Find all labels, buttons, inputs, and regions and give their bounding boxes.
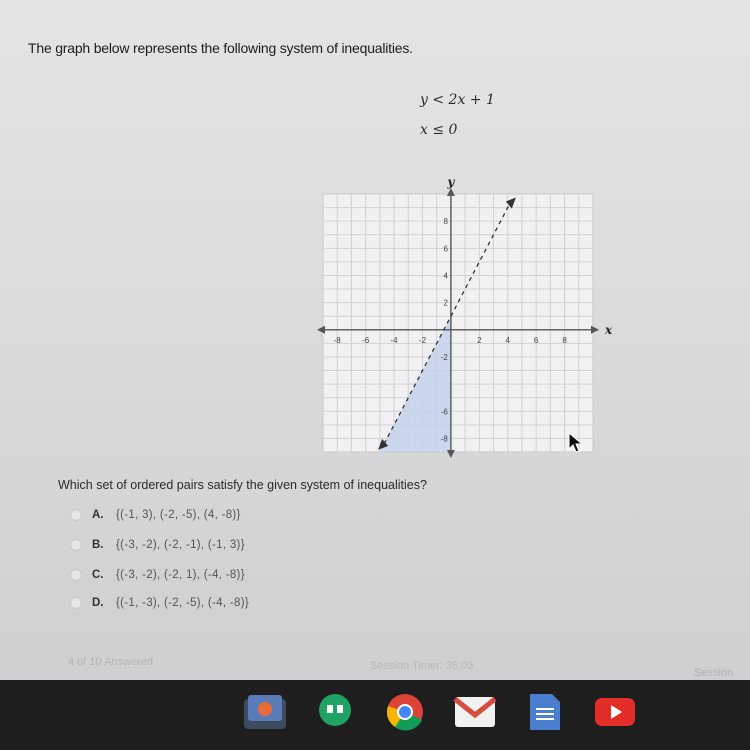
y-tick-label: 6 — [443, 244, 448, 254]
chrome-icon[interactable] — [380, 692, 430, 732]
choice-letter: B. — [92, 539, 104, 551]
gmail-icon[interactable] — [450, 692, 500, 732]
y-tick-label: -2 — [440, 352, 448, 362]
x-tick-label: 6 — [533, 335, 539, 345]
y-axis-label: y — [447, 175, 455, 189]
answered-progress: 4 of 10 Answered — [68, 656, 154, 668]
question-title: The graph below represents the following system of inequalities. — [28, 40, 413, 56]
y-tick-label: -6 — [440, 407, 448, 417]
x-tick-label: -6 — [362, 335, 370, 345]
x-tick-label: -8 — [333, 335, 341, 345]
plot-area — [323, 194, 593, 452]
choice-letter: D. — [92, 597, 104, 609]
radio-button-c[interactable] — [70, 569, 82, 581]
app-dock — [240, 692, 640, 732]
choice-c[interactable] — [70, 566, 245, 584]
y-tick-label: 4 — [443, 271, 448, 281]
session-link[interactable]: Session — [694, 667, 734, 679]
y-axis-arrow-down-icon — [447, 450, 455, 458]
choice-a[interactable] — [70, 506, 241, 524]
x-tick-label: -2 — [418, 335, 427, 345]
x-tick-label: 2 — [477, 335, 482, 345]
x-axis-arrow-left-icon — [317, 326, 325, 334]
y-axis-arrow-icon — [447, 188, 455, 196]
x-tick-label: -4 — [390, 335, 398, 345]
choice-letter: C. — [92, 569, 104, 581]
question-prompt: Which set of ordered pairs satisfy the given system of inequalities? — [58, 478, 427, 492]
y-tick-label: 2 — [443, 298, 448, 308]
x-axis-arrow-icon — [591, 326, 599, 334]
inequality-graph — [315, 175, 613, 468]
mouse-cursor-icon — [568, 432, 584, 459]
hangouts-icon[interactable] — [310, 692, 360, 732]
graph-svg — [315, 175, 613, 463]
inequality-1: y < 2x + 1 — [420, 92, 495, 108]
choice-letter: A. — [92, 509, 104, 521]
radio-button-b[interactable] — [70, 539, 82, 551]
radio-button-d[interactable] — [70, 597, 82, 609]
y-tick-label: -8 — [440, 434, 448, 444]
radio-button-a[interactable] — [70, 509, 82, 521]
choice-text: {(-1, 3), (-2, -5), (4, -8)} — [116, 509, 241, 521]
files-app-icon[interactable] — [240, 692, 290, 732]
docs-icon[interactable] — [520, 692, 570, 732]
x-tick-label: 8 — [562, 335, 567, 345]
choice-text: {(-1, -3), (-2, -5), (-4, -8)} — [116, 597, 249, 609]
x-axis-label: x — [605, 322, 613, 337]
youtube-icon[interactable] — [590, 692, 640, 732]
choice-text: {(-3, -2), (-2, -1), (-1, 3)} — [116, 539, 245, 551]
choice-d[interactable] — [70, 594, 249, 612]
session-timer: Session Timer: 35:03 — [370, 660, 474, 672]
choice-b[interactable] — [70, 536, 245, 554]
x-tick-label: 4 — [505, 335, 510, 345]
y-tick-label: 8 — [443, 217, 448, 227]
choice-text: {(-3, -2), (-2, 1), (-4, -8)} — [116, 569, 245, 581]
inequality-2: x ≤ 0 — [420, 122, 458, 138]
